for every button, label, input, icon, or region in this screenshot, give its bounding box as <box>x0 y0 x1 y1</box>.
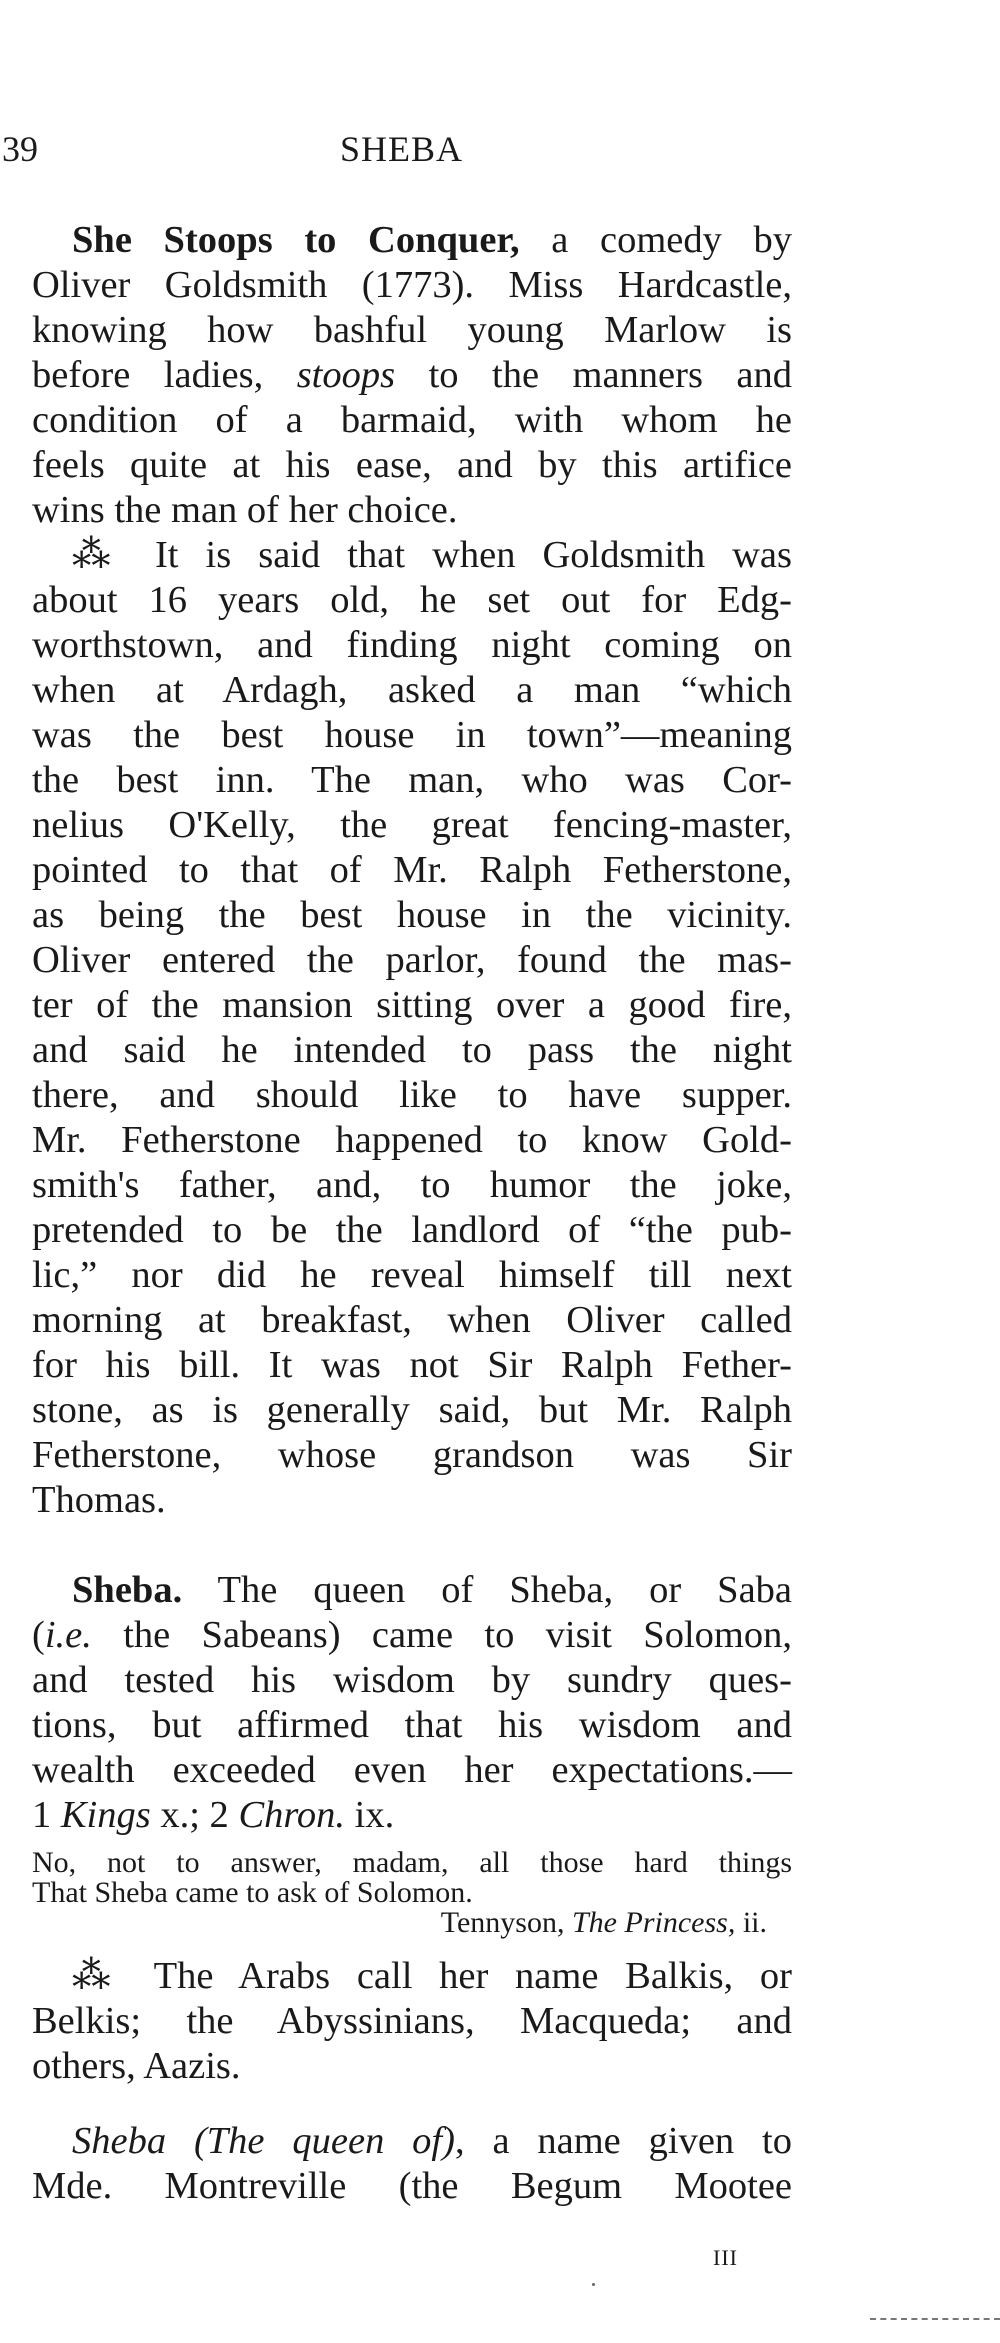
text-line: when at Ardagh, asked a man “which <box>32 669 792 711</box>
text-line: as being the best house in the vicinity. <box>32 894 792 936</box>
entry-headword: She Stoops to Conquer, <box>72 219 520 261</box>
text-line: others, Aazis. <box>32 2045 241 2087</box>
text-line: morning at breakfast, when Oliver called <box>32 1299 792 1341</box>
text-line: Fetherstone, whose grandson was Sir <box>32 1434 792 1476</box>
text-line: the best inn. The man, who was Cor- <box>32 759 792 801</box>
text-line: 1 Kings x.; 2 Chron. ix. <box>32 1794 395 1836</box>
text-line: condition of a barmaid, with whom he <box>32 399 792 441</box>
text-line: smith's father, and, to humor the joke, <box>32 1164 792 1206</box>
tennyson-quote <box>32 1848 792 1938</box>
text-line: Oliver Goldsmith (1773). Miss Hardcastle, <box>32 264 792 306</box>
italic-word: i.e. <box>44 1614 92 1656</box>
quote-line: No, not to answer, madam, all those hard things <box>32 1846 792 1879</box>
page-number: 39 <box>2 129 38 169</box>
running-head: SHEBA <box>340 129 464 169</box>
text-line: ter of the mansion sitting over a good fire, <box>32 984 792 1026</box>
text-line: wins the man of her choice. <box>32 489 458 531</box>
quote-line: That Sheba came to ask of Solomon. <box>32 1876 473 1909</box>
page-edge-rule <box>870 2318 1000 2320</box>
text-line: ⁂ The Arabs call her name Balkis, or <box>72 1955 792 1997</box>
italic-word: stoops <box>296 354 396 396</box>
text-line: tions, but affirmed that his wisdom and <box>32 1704 792 1746</box>
page-header <box>0 128 1000 178</box>
text-line: Thomas. <box>32 1479 166 1521</box>
text-line: lic,” nor did he reveal himself till next <box>32 1254 792 1296</box>
quote-attribution: Tennyson, The Princess, ii. <box>440 1906 767 1939</box>
text-line: pointed to that of Mr. Ralph Fetherstone, <box>32 849 792 891</box>
text-line: and tested his wisdom by sundry ques- <box>32 1659 792 1701</box>
text-line: feels quite at his ease, and by this artifice <box>32 444 792 486</box>
text-line: and said he intended to pass the night <box>32 1029 792 1071</box>
entry-sheba <box>32 1568 792 1838</box>
text-line: Sheba (The queen of), a name given to <box>72 2120 792 2162</box>
text-line: for his bill. It was not Sir Ralph Fether- <box>32 1344 792 1386</box>
text-line: ⁂ It is said that when Goldsmith was <box>72 534 792 576</box>
text-line: She Stoops to Conquer, a comedy by <box>72 219 793 261</box>
text-line: (i.e. the Sabeans) came to visit Solomon, <box>32 1614 792 1656</box>
text-line: Sheba. The queen of Sheba, or Saba <box>72 1569 792 1611</box>
signature-mark: III <box>713 2245 738 2270</box>
text-line: Oliver entered the parlor, found the mas- <box>32 939 792 981</box>
text-line: nelius O'Kelly, the great fencing-master, <box>32 804 792 846</box>
text-line: pretended to be the landlord of “the pub- <box>32 1209 792 1251</box>
text-line: knowing how bashful young Marlow is <box>32 309 792 351</box>
page-speck <box>592 2283 595 2286</box>
text-line: there, and should like to have supper. <box>32 1074 792 1116</box>
entry-she-stoops-to-conquer <box>32 218 792 533</box>
text-line: before ladies, stoops to the manners and <box>32 354 793 396</box>
note-arab-names <box>32 1954 792 2089</box>
entry-sheba-queen-of <box>32 2119 792 2209</box>
text-line: was the best house in town”—meaning <box>32 714 792 756</box>
note-spacer <box>32 1938 792 1954</box>
body-text <box>32 218 792 2209</box>
entry-spacer <box>32 1523 792 1568</box>
text-line: Mr. Fetherstone happened to know Gold- <box>32 1119 792 1161</box>
text-line: Belkis; the Abyssinians, Macqueda; and <box>32 2000 792 2042</box>
text-line: about 16 years old, he set out for Edg- <box>32 579 792 621</box>
entry-spacer <box>32 2089 792 2119</box>
entry-headword: Sheba. <box>72 1569 183 1611</box>
text-line: worthstown, and finding night coming on <box>32 624 792 666</box>
note-goldsmith-anecdote <box>32 533 792 1523</box>
text-line: wealth exceeded even her expectations.— <box>32 1749 792 1791</box>
text-line: stone, as is generally said, but Mr. Ralph <box>32 1389 792 1431</box>
entry-headword: Sheba (The queen of) <box>72 2120 455 2162</box>
text-line: Mde. Montreville (the Begum Mootee <box>32 2165 792 2207</box>
